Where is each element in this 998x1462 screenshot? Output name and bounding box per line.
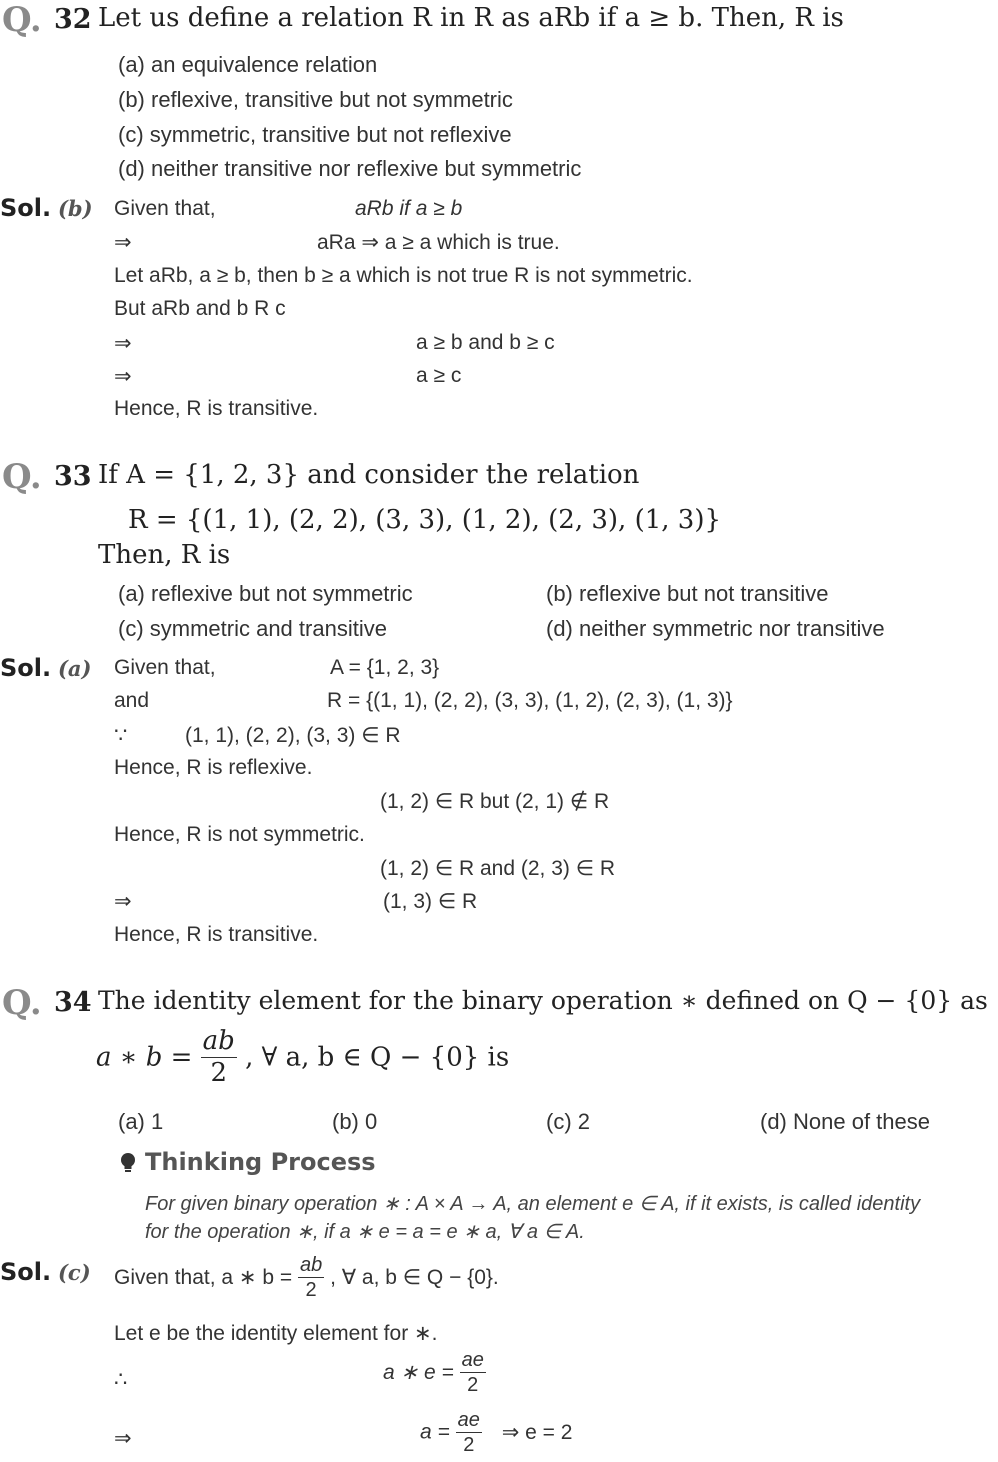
q32-sol-label: Sol. xyxy=(0,194,52,222)
q33-mark: Q. xyxy=(2,457,42,497)
q32-option-c: (c) symmetric, transitive but not reflexive xyxy=(118,122,512,147)
q34-sol-label: Sol. xyxy=(0,1258,52,1286)
q34-step-1 xyxy=(383,1348,486,1397)
q34-mark: Q. xyxy=(2,983,42,1023)
q33-line-2-right: R = {(1, 1), (2, 2), (3, 3), (1, 2), (2, 3), (1, 3)} xyxy=(327,689,733,712)
q33-line-3-right: (1, 1), (2, 2), (3, 3) ∈ R xyxy=(185,724,401,747)
q34-step2-rhs: ⇒ e = 2 xyxy=(501,1421,573,1444)
q32-line-5-left: ⇒ xyxy=(114,332,132,355)
q33-option-a: (a) reflexive but not symmetric xyxy=(118,581,413,606)
q32-line-6-right: a ≥ c xyxy=(416,364,462,387)
q34-option-b: (b) 0 xyxy=(332,1109,378,1134)
q34-expr-lhs: a ∗ b = xyxy=(96,1042,193,1073)
q33-sol-answer: (a) xyxy=(58,656,92,681)
q34-given-rhs: , ∀ a, b ∈ Q − {0}. xyxy=(330,1266,499,1289)
q33-option-b: (b) reflexive but not transitive xyxy=(546,581,829,606)
q33-question: If A = {1, 2, 3} and consider the relation xyxy=(98,460,640,490)
q34-given-fraction xyxy=(298,1253,324,1302)
q34-step1-fraction xyxy=(460,1348,486,1397)
q33-line-8-left: ⇒ xyxy=(114,890,132,913)
q33-line-9: Hence, R is transitive. xyxy=(114,923,319,946)
thinking-process-line-2: for the operation ∗, if a ∗ e = a = e ∗ a, ∀ a ∈ A. xyxy=(145,1221,585,1243)
q34-therefore: ∴ xyxy=(114,1368,128,1391)
q34-expr-den: 2 xyxy=(210,1058,228,1089)
q32-line-6-left: ⇒ xyxy=(114,365,132,388)
q32-sol-answer: (b) xyxy=(58,196,93,221)
q34-option-d: (d) None of these xyxy=(760,1109,930,1134)
q34-option-a: (a) 1 xyxy=(118,1109,164,1134)
q32-line-4: But aRb and b R c xyxy=(114,297,286,320)
q33-line-1-right: A = {1, 2, 3} xyxy=(330,656,440,679)
q34-expr-rhs: , ∀ a, b ∈ Q − {0} is xyxy=(245,1042,510,1073)
q33-line-4: Hence, R is reflexive. xyxy=(114,756,313,779)
thinking-process-line-1: For given binary operation ∗ : A × A → A, an element e ∈ A, if it exists, is called identity xyxy=(145,1193,921,1215)
q33-line-6: Hence, R is not symmetric. xyxy=(114,823,365,846)
lightbulb-icon xyxy=(118,1151,138,1180)
q34-given-den: 2 xyxy=(305,1279,317,1301)
q32-line-7: Hence, R is transitive. xyxy=(114,397,319,420)
q32-question: Let us define a relation R in R as aRb if a ≥ b. Then, R is xyxy=(98,3,844,33)
q33-option-c: (c) symmetric and transitive xyxy=(118,616,387,641)
q34-given-num: ab xyxy=(299,1254,323,1276)
q32-line-1-right: aRb if a ≥ b xyxy=(355,197,463,220)
q33-then: Then, R is xyxy=(98,540,231,570)
q34-implies: ⇒ xyxy=(114,1427,132,1450)
q34-question: The identity element for the binary operation ∗ defined on Q − {0} as xyxy=(98,986,988,1015)
q34-let-line: Let e be the identity element for ∗. xyxy=(114,1322,438,1345)
q34-option-c: (c) 2 xyxy=(546,1109,590,1134)
q34-given-lhs: Given that, a ∗ b = xyxy=(114,1266,293,1289)
q34-step-2 xyxy=(420,1408,572,1457)
q34-expr-fraction xyxy=(201,1026,237,1089)
q33-line-7-right: (1, 2) ∈ R and (2, 3) ∈ R xyxy=(380,857,615,880)
q32-line-2-right: aRa ⇒ a ≥ a which is true. xyxy=(317,231,560,254)
q33-sol-label: Sol. xyxy=(0,654,52,682)
q32-line-5-right: a ≥ b and b ≥ c xyxy=(416,331,555,354)
q34-expression xyxy=(96,1026,509,1089)
q32-number: 32 xyxy=(54,4,92,35)
q34-number: 34 xyxy=(54,987,92,1018)
q33-line-2-left: and xyxy=(114,689,150,712)
q34-step2-den: 2 xyxy=(463,1434,475,1456)
q32-option-d: (d) neither transitive nor reflexive but symmetric xyxy=(118,156,582,181)
q32-mark: Q. xyxy=(2,0,42,40)
q34-step1-den: 2 xyxy=(467,1374,479,1396)
q34-step2-num: ae xyxy=(457,1409,480,1431)
q34-sol-answer: (c) xyxy=(58,1260,91,1285)
q32-option-b: (b) reflexive, transitive but not symmetric xyxy=(118,87,513,112)
q34-step2-lhs: a = xyxy=(420,1420,450,1444)
q33-relation: R = {(1, 1), (2, 2), (3, 3), (1, 2), (2, 3), (1, 3)} xyxy=(128,505,722,535)
q33-line-1-left: Given that, xyxy=(114,656,216,679)
q34-step1-lhs: a ∗ e = xyxy=(383,1361,454,1384)
q33-number: 33 xyxy=(54,461,92,492)
q33-line-3-left: ∵ xyxy=(114,724,128,747)
thinking-process-title: Thinking Process xyxy=(145,1148,376,1176)
q32-option-a: (a) an equivalence relation xyxy=(118,52,378,77)
q33-line-8-right: (1, 3) ∈ R xyxy=(383,890,478,913)
q32-line-3: Let aRb, a ≥ b, then b ≥ a which is not true R is not symmetric. xyxy=(114,264,693,287)
q32-line-2-left: ⇒ xyxy=(114,231,132,254)
q34-given xyxy=(114,1253,499,1302)
q32-line-1-left: Given that, xyxy=(114,197,216,220)
q34-step2-fraction xyxy=(456,1408,482,1457)
q33-option-d: (d) neither symmetric nor transitive xyxy=(546,616,885,641)
q34-expr-num: ab xyxy=(201,1026,237,1058)
q34-step1-num: ae xyxy=(461,1349,484,1371)
q33-line-5-right: (1, 2) ∈ R but (2, 1) ∉ R xyxy=(380,790,610,813)
